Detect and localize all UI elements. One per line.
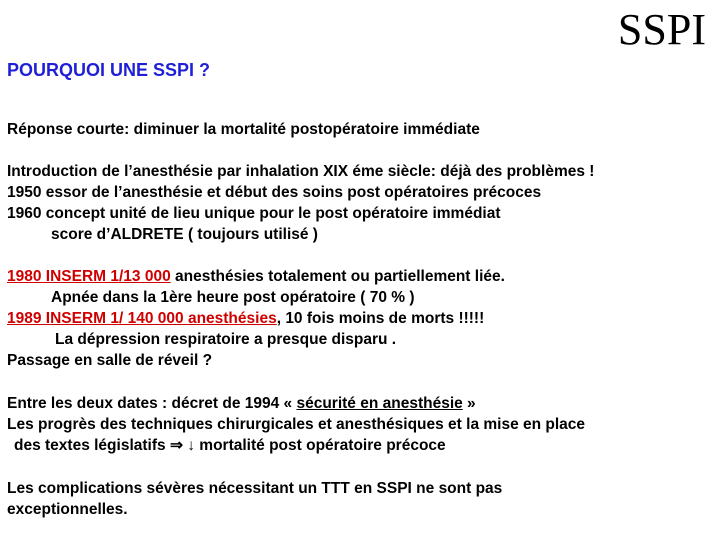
- history-line-2: 1950 essor de l’anesthésie et début des soins post opératoires précoces: [7, 184, 542, 201]
- decree-post: »: [462, 395, 476, 412]
- inserm-line-3: [7, 308, 713, 329]
- decree-l3-post: mortalité post opératoire précoce: [195, 437, 446, 454]
- decree-pre: Entre les deux dates : décret de 1994 «: [7, 395, 297, 412]
- inserm-line-5: Passage en salle de réveil ?: [7, 352, 213, 369]
- decree-line-2: Les progrès des techniques chirurgicales et anesthésiques et la mise en place: [7, 416, 586, 433]
- inserm-1989-text: , 10 fois moins de morts !!!!!: [276, 310, 485, 327]
- slide-subtitle: POURQUOI UNE SSPI ?: [7, 60, 211, 80]
- arrow-right-icon: ⇒: [169, 437, 183, 454]
- history-line-3: 1960 concept unité de lieu unique pour le post opératoire immédiat: [7, 205, 501, 222]
- inserm-1980-text: anesthésies totalement ou partiellement liée.: [170, 268, 505, 285]
- decree-l3-pre: des textes législatifs: [14, 437, 170, 454]
- history-line-1: Introduction de l’anesthésie par inhalation XIX éme siècle: déjà des problèmes !: [7, 163, 595, 180]
- slide-title: SSPI: [617, 5, 706, 54]
- inserm-line-4: La dépression respiratoire a presque disparu .: [55, 331, 397, 348]
- arrow-down-icon: ↓: [187, 437, 195, 454]
- inserm-1980-ref: 1980 INSERM 1/13 000: [7, 268, 171, 285]
- inserm-line-2: Apnée dans la 1ère heure post opératoire ( 70 % ): [51, 289, 415, 306]
- slide-body: [7, 119, 713, 520]
- decree-line-1: [7, 393, 713, 414]
- decree-line-3: [7, 435, 713, 456]
- short-answer: Réponse courte: diminuer la mortalité postopératoire immédiate: [7, 121, 480, 138]
- inserm-1989-ref: 1989 INSERM 1/ 140 000 anesthésies: [7, 310, 277, 327]
- decree-underlined: sécurité en anesthésie: [296, 395, 463, 412]
- complications-line-2: exceptionnelles.: [7, 501, 128, 518]
- complications-line-1: Les complications sévères nécessitant un TTT en SSPI ne sont pas: [7, 480, 503, 497]
- history-line-4: score d’ALDRETE ( toujours utilisé ): [51, 226, 318, 243]
- inserm-line-1: [7, 266, 713, 287]
